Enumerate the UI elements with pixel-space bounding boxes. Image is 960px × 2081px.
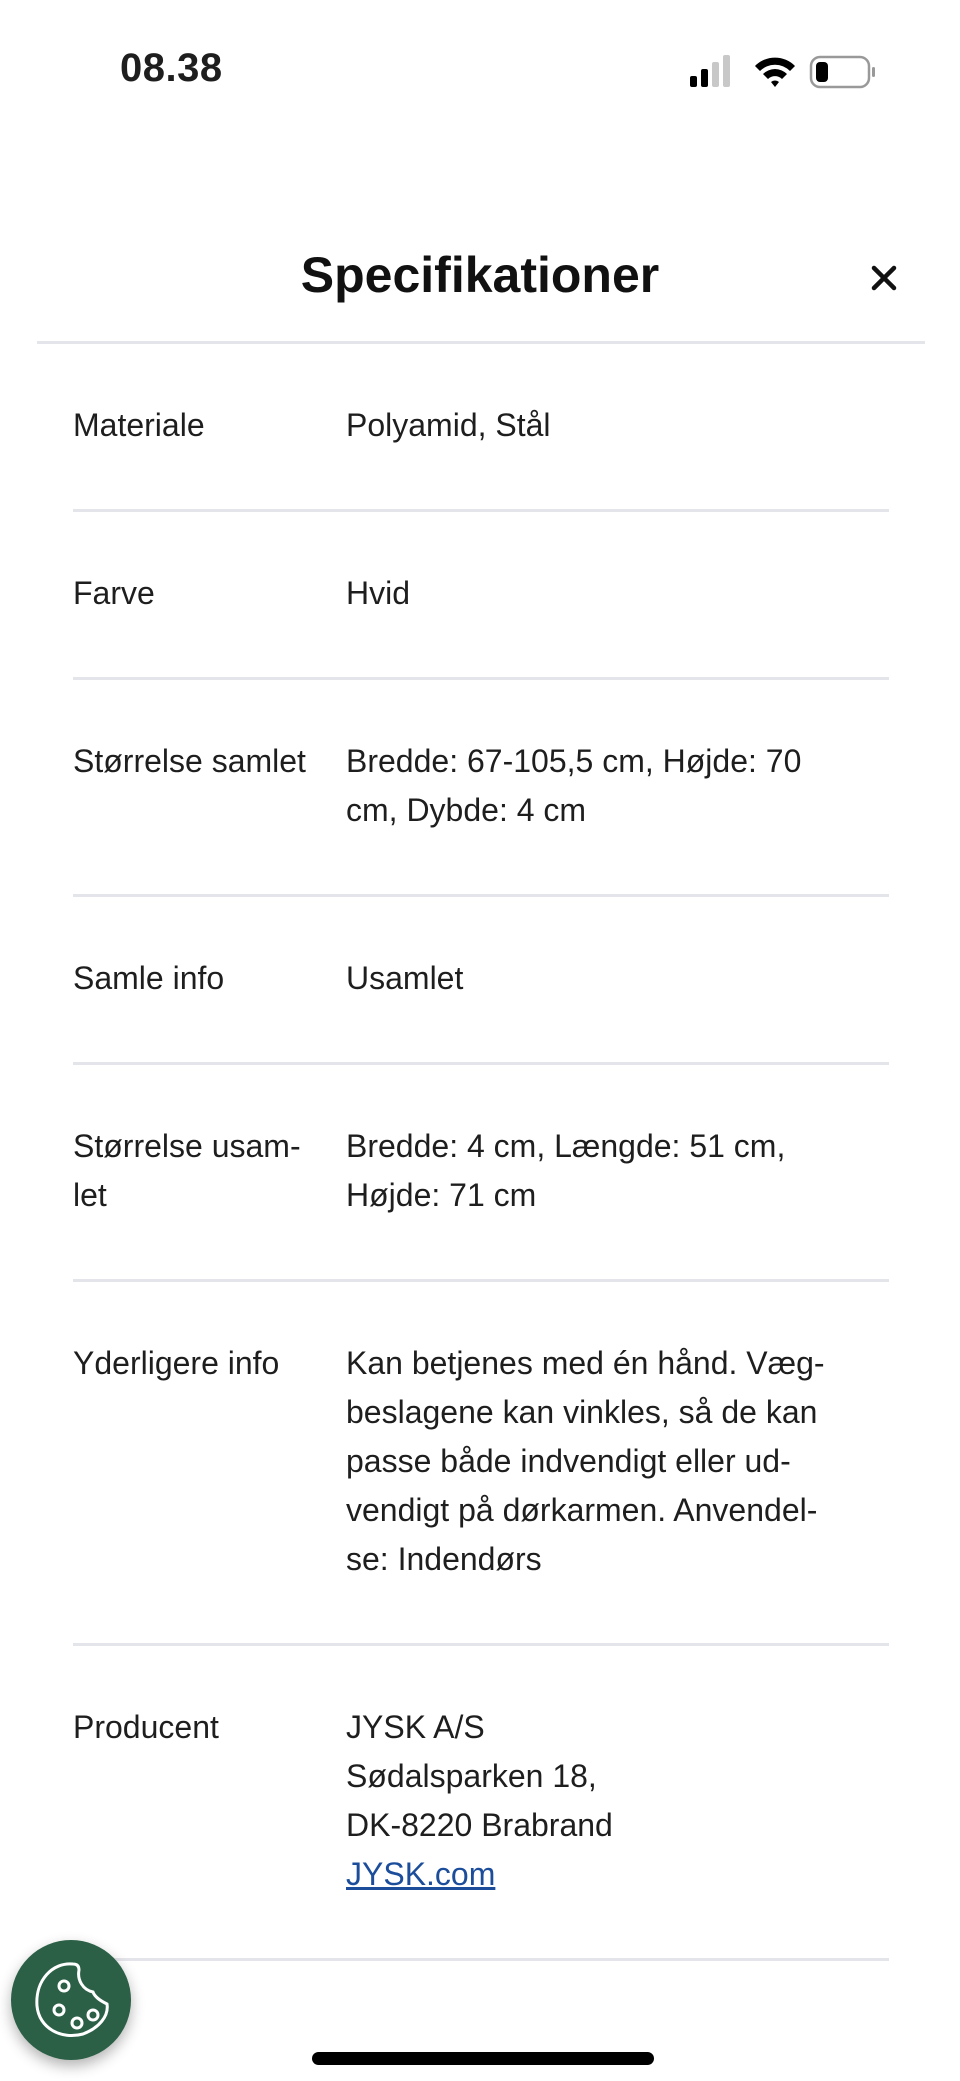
spec-label: Producent: [73, 1709, 219, 1745]
spec-row: [73, 512, 889, 680]
spec-value: [346, 737, 889, 835]
spec-label: Materiale: [73, 407, 205, 443]
spec-row: [73, 1065, 889, 1282]
spec-value-line: DK-8220 Brabrand: [346, 1807, 613, 1843]
status-time: 08.38: [120, 46, 223, 90]
spec-value: [346, 569, 889, 618]
home-indicator: [312, 2052, 654, 2065]
spec-label-line: Størrelse usam-: [73, 1128, 301, 1164]
signal-icon: [690, 55, 730, 87]
spec-value: [346, 1703, 889, 1899]
modal-header: [0, 230, 960, 320]
spec-value-line: cm, Dybde: 4 cm: [346, 792, 587, 828]
spec-table: [73, 344, 889, 1961]
spec-value-line: Bredde: 67-105,5 cm, Højde: 70: [346, 743, 802, 779]
spec-value: [346, 401, 889, 450]
spec-label: Yderligere info: [73, 1345, 280, 1381]
spec-value-line: JYSK A/S: [346, 1709, 485, 1745]
spec-value: [346, 954, 889, 1003]
spec-value-line: Sødalsparken 18,: [346, 1758, 597, 1794]
spec-label-line: let: [73, 1177, 107, 1213]
spec-value-line: Kan betjenes med én hånd. Væg-: [346, 1345, 825, 1381]
spec-value-line: Usamlet: [346, 960, 464, 996]
status-icons: [690, 54, 890, 90]
spec-row: [73, 344, 889, 512]
spec-value: [346, 1339, 889, 1584]
spec-value-line: Hvid: [346, 575, 411, 611]
spec-row: [73, 1646, 889, 1961]
cookie-settings-button[interactable]: [11, 1940, 131, 2060]
spec-value-line: beslagene kan vinkles, så de kan: [346, 1394, 818, 1430]
spec-value-line: passe både indvendigt eller ud-: [346, 1443, 791, 1479]
close-icon[interactable]: [864, 258, 904, 298]
spec-value-line: Bredde: 4 cm, Længde: 51 cm,: [346, 1128, 786, 1164]
page-title: Specifikationer: [300, 247, 660, 303]
cookie-icon: [11, 1940, 131, 2060]
spec-value-line: Polyamid, Stål: [346, 407, 551, 443]
spec-value-line: Højde: 71 cm: [346, 1177, 537, 1213]
spec-label: Farve: [73, 575, 155, 611]
spec-row: [73, 1282, 889, 1646]
battery-icon: [811, 57, 875, 87]
spec-value: [346, 1122, 889, 1220]
spec-row: [73, 897, 889, 1065]
jysk-link[interactable]: JYSK.com: [346, 1856, 496, 1892]
wifi-icon: [755, 58, 795, 87]
status-bar: [0, 0, 960, 120]
spec-row: [73, 680, 889, 897]
spec-value-line: vendigt på dørkarmen. Anvendel-: [346, 1492, 818, 1528]
spec-label: Samle info: [73, 960, 225, 996]
spec-label: [73, 1122, 346, 1220]
spec-value-line: se: Indendørs: [346, 1541, 542, 1577]
spec-label: Størrelse samlet: [73, 743, 306, 779]
